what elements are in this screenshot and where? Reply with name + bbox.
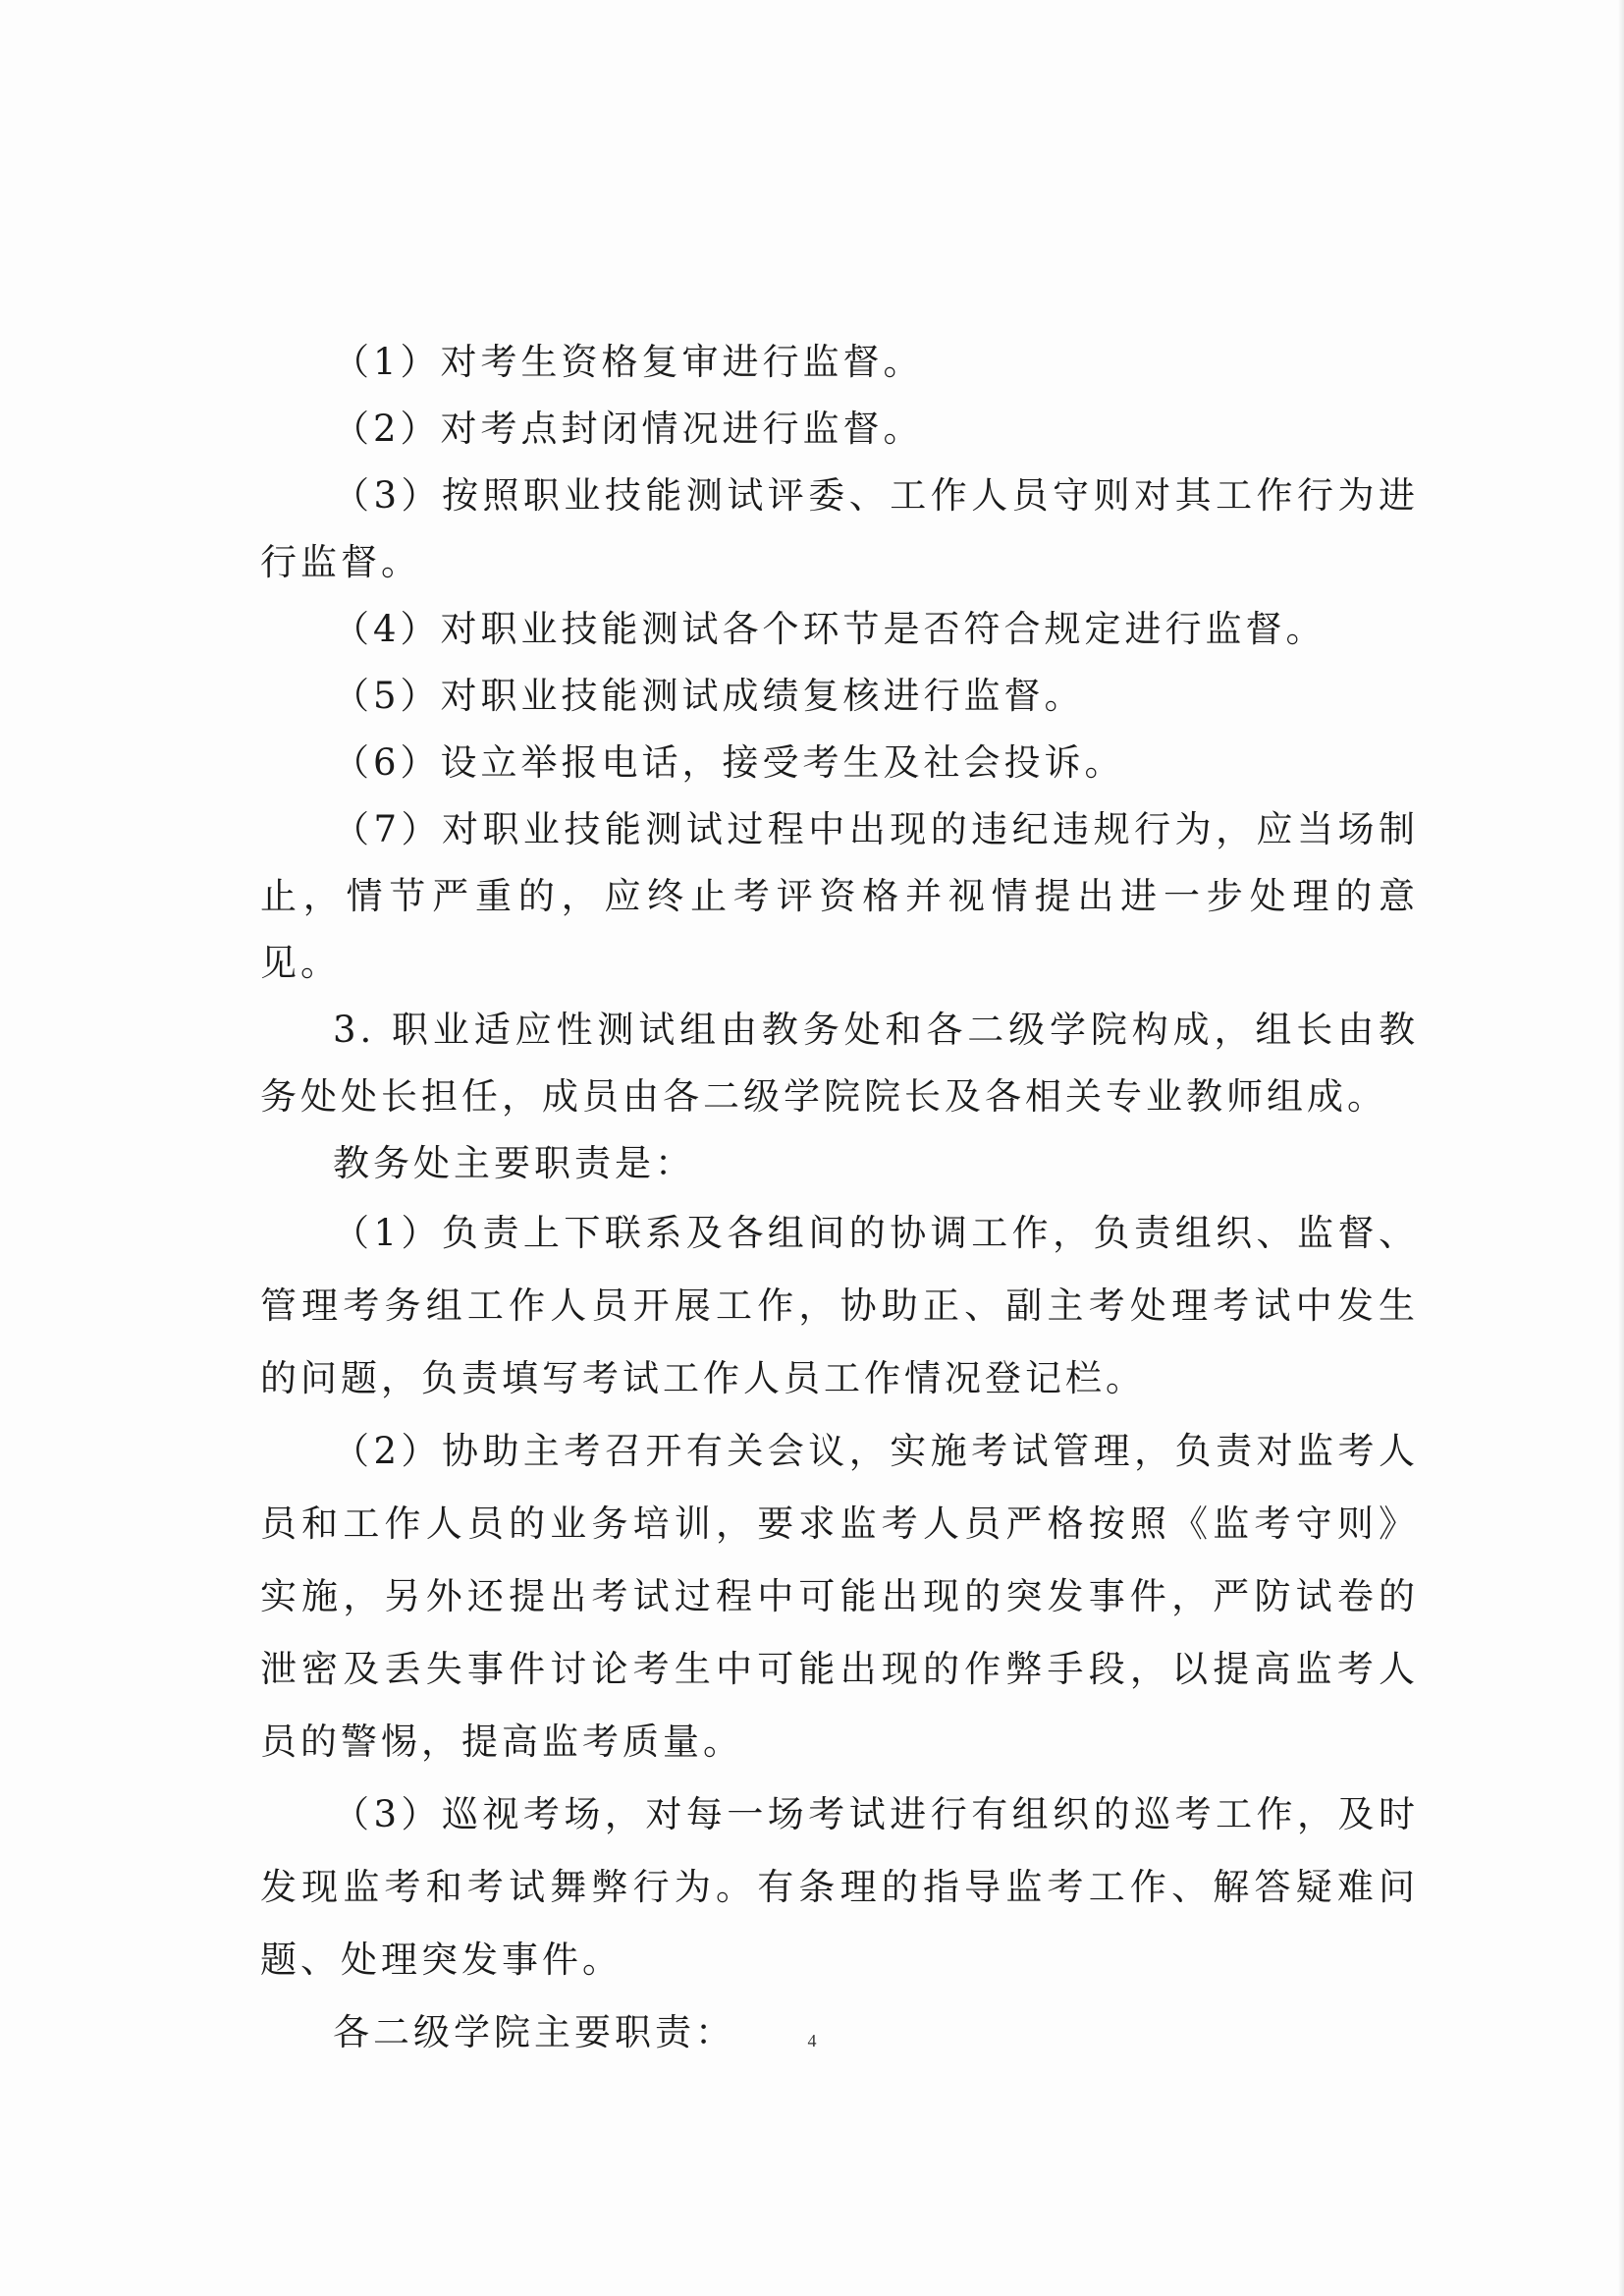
paragraph-office-duties-heading: 教务处主要职责是： [333,1142,695,1184]
paragraph-item-7: （7）对职业技能测试过程中出现的违纪违规行为，应当场制止，情节严重的，应终止考评资格并视情提出进一步处理的意见。 [260,808,1419,984]
paragraph-item-3: （3）按照职业技能测试评委、工作人员守则对其工作行为进行监督。 [260,474,1419,583]
paragraph-college-duties-heading: 各二级学院主要职责： [333,2011,735,2053]
paragraph-office-duty-2: （2）协助主考召开有关会议，实施考试管理，负责对监考人员和工作人员的业务培训，要求监考人员严格按照《监考守则》实施，另外还提出考试过程中可能出现的突发事件，严防试卷的泄密及丢失事件讨论考生中可能出现的作弊手段，以提高监考人员的警惕，提高监考质量。 [260,1430,1419,1763]
paragraph-item-2: （2）对考点封闭情况进行监督。 [333,408,924,450]
paragraph-item-6: （6）设立举报电话，接受考生及社会投诉。 [333,741,1125,784]
paragraph-item-1: （1）对考生资格复审进行监督。 [333,341,924,383]
paragraph-item-5: （5）对职业技能测试成绩复核进行监督。 [333,675,1085,717]
page-number: 4 [807,2031,817,2050]
paragraph-section-3: 3. 职业适应性测试组由教务处和各二级学院构成，组长由教务处处长担任，成员由各二级学院院长及各相关专业教师组成。 [260,1009,1419,1118]
paragraph-item-4: （4）对职业技能测试各个环节是否符合规定进行监督。 [333,608,1326,650]
scan-edge [1618,0,1624,2296]
body-text [260,329,1419,2069]
paragraph-office-duty-3: （3）巡视考场，对每一场考试进行有组织的巡考工作，及时发现监考和考试舞弊行为。有条理的指导监考工作、解答疑难问题、处理突发事件。 [260,1793,1419,1981]
paragraph-office-duty-1: （1）负责上下联系及各组间的协调工作，负责组织、监督、管理考务组工作人员开展工作，协助正、副主考处理考试中发生的问题，负责填写考试工作人员工作情况登记栏。 [260,1212,1419,1399]
